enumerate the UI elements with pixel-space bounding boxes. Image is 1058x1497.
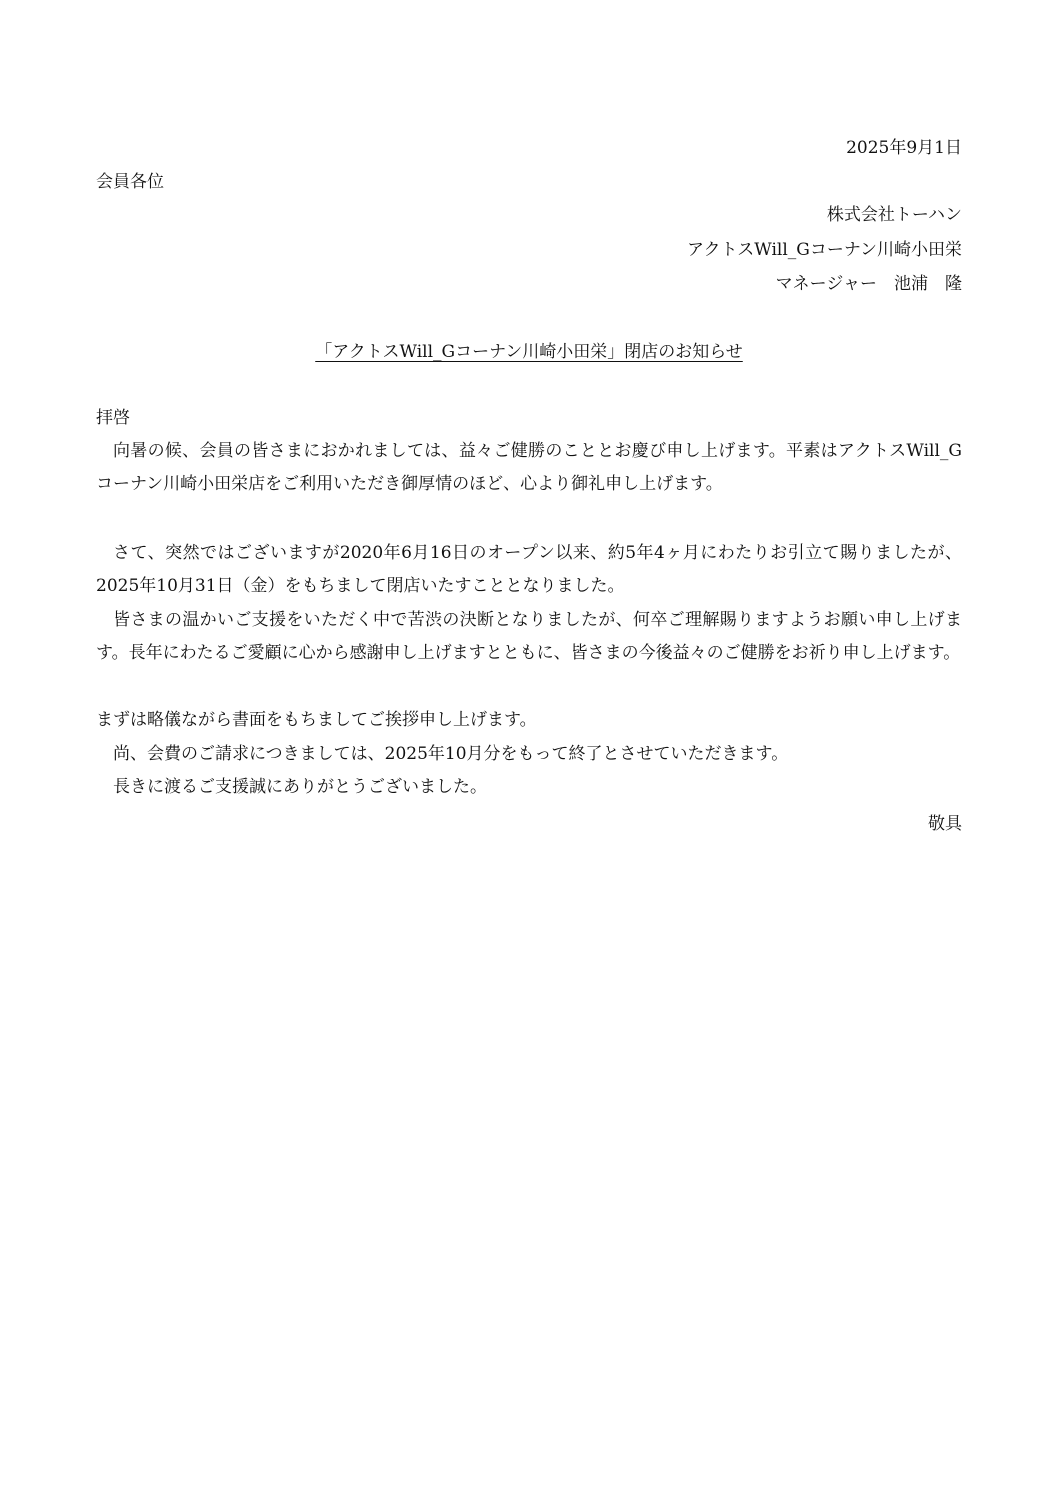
notice-title: [0, 340, 1058, 364]
notice-title-text: 「アクトスWill_Gコーナン川崎小田栄」閉店のお知らせ: [315, 342, 743, 362]
sender-company: 株式会社トーハン: [826, 205, 962, 225]
paragraph-gratitude: 皆さまの温かいご支援をいただく中で苦渋の決断となりましたが、何卒ご理解賜りますようお願い申し上げます。長年にわたるご愛顧に心から感謝申し上げますとともに、皆さまの今後益々のご健勝をお祈り申し上げます。: [96, 610, 962, 663]
recipient: 会員各位: [96, 172, 164, 192]
salutation: 拝啓: [96, 408, 130, 428]
paragraph-formal-greeting: まずは略儀ながら書面をもちましてご挨拶申し上げます。: [96, 710, 537, 730]
sender-store: アクトスWill_Gコーナン川崎小田栄: [686, 240, 962, 260]
paragraph-membership-fee: 尚、会費のご請求につきましては、2025年10月分をもって終了とさせていただきます。: [113, 744, 789, 764]
paragraph-thanks: 長きに渡るご支援誠にありがとうございました。: [113, 777, 487, 797]
sender-manager: マネージャー 池浦 隆: [775, 274, 962, 294]
paragraph-closing-announcement: さて、突然ではございますが2020年6月16日のオープン以来、約5年4ヶ月にわたりお引立て賜りましたが、2025年10月31日（金）をもちまして閉店いたすこととなりました。: [96, 543, 962, 596]
closing: 敬具: [928, 814, 962, 834]
letter-date: 2025年9月1日: [846, 138, 962, 158]
paragraph-greeting: 向暑の候、会員の皆さまにおかれましては、益々ご健勝のこととお慶び申し上げます。平素はアクトスWill_Gコーナン川崎小田栄店をご利用いただき御厚情のほど、心より御礼申し上げます。: [96, 441, 962, 494]
